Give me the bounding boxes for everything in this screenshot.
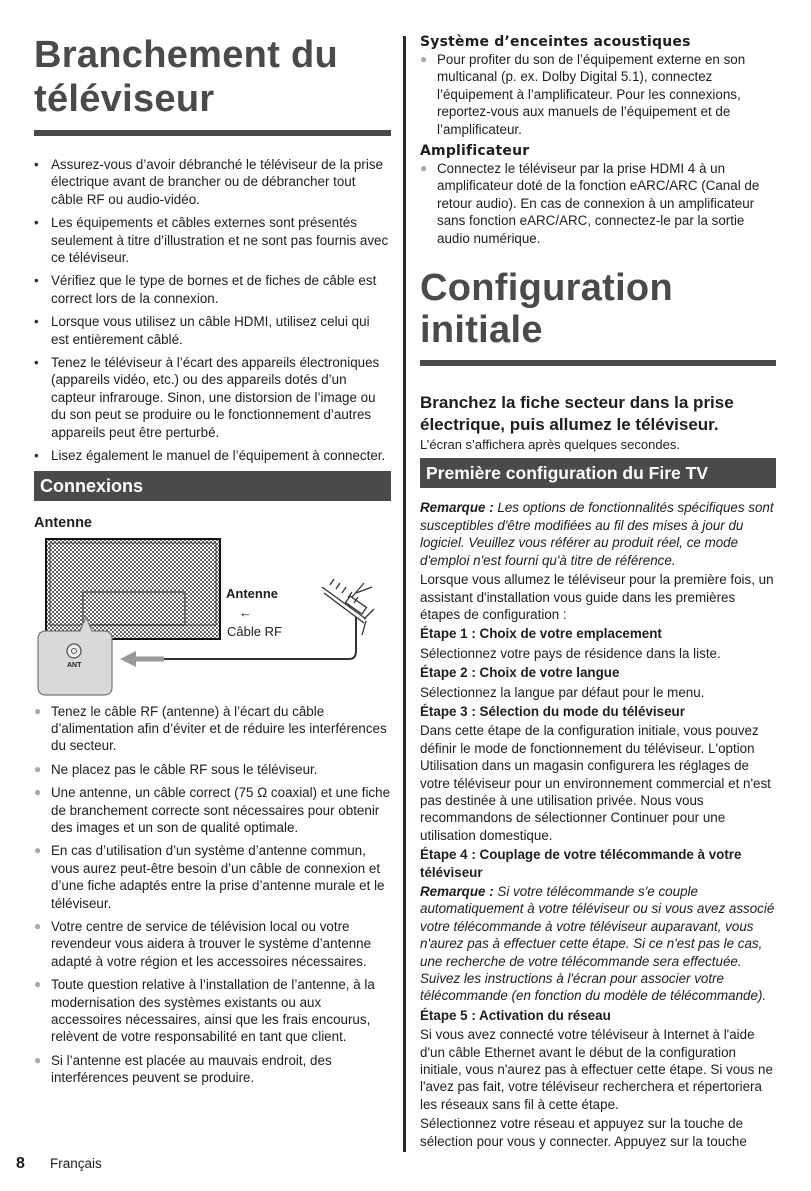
intro-bullet-list	[34, 156, 391, 465]
step-3-text: Dans cette étape de la configuration initiale, vous pouvez définir le mode de fonctionnement du téléviseur. L'option Utilisation dans un magasin configurera les réglages de votre téléviseur pour un environnement commercial et n'est pas destinée à une utilisation privée. Nous vous recommandons de sélectionner Continuer pour une utilisation domestique.	[420, 723, 771, 843]
list-item	[34, 784, 391, 836]
list-item-text: Vérifiez que le type de bornes et de fiches de câble est correct lors de la connexion.	[51, 273, 377, 306]
section-title-line2: initiale	[420, 309, 543, 352]
list-item	[34, 354, 391, 441]
list-item	[420, 160, 776, 247]
title-rule	[420, 360, 776, 366]
title-rule	[34, 130, 391, 136]
list-item	[34, 214, 391, 266]
diagram-antenna-label: Antenne	[226, 585, 278, 601]
amplifier-bullet-list	[420, 160, 776, 247]
list-item-text: Assurez-vous d’avoir débranché le téléviseur de la prise électrique avant de brancher ou de débrancher tout câble RF ou audio-vidéo.	[51, 157, 383, 207]
step-1-text: Sélectionnez votre pays de résidence dans la liste.	[420, 645, 721, 661]
list-item-text: Lorsque vous utilisez un câble HDMI, utilisez celui qui est entièrement câblé.	[51, 314, 370, 347]
ant-port-label: ANT	[67, 661, 82, 669]
list-item-text: Pour profiter du son de l’équipement externe en son multicanal (p. ex. Dolby Digital 5.1), connectez l’équipement à l’amplificateur. Pour les connexions, reportez-vous aux manuels de l’équipement et de l’amplificateur.	[437, 52, 746, 137]
note-label: Remarque :	[420, 500, 494, 516]
antenna-connection-diagram	[34, 537, 391, 697]
column-divider	[403, 36, 406, 1152]
step-4-note	[420, 883, 776, 1005]
list-item	[34, 272, 391, 307]
list-item	[34, 761, 391, 778]
note-label: Remarque :	[420, 884, 494, 899]
tv-back-panel	[46, 539, 220, 639]
list-item	[34, 842, 391, 912]
right-column	[420, 0, 776, 1150]
note-text: Si votre télécommande s'e couple automatiquement à votre téléviseur ou si vous avez associé votre télécommande à votre téléviseur auparavant, vous n'aurez pas à effectuer cette étape. Si ce n'est pas le cas, une recherche de votre télécommande sera effectuée. Suivez les instructions à l'écran pour associer votre télécommande (en fonction du modèle de télécommande).	[420, 884, 775, 1004]
list-item-text: Tenez le téléviseur à l’écart des appareils électroniques (appareils vidéo, etc.) ou des appareils dotés d’un capteur infrarouge. Sinon, une distorsion de l’image ou du son peut se produire ou le fonctionnement d’autres appareils peut être perturbé.	[51, 355, 380, 440]
list-item-text: Les équipements et câbles externes sont présentés seulement à titre d’illustration et ne sont pas fournis avec ce téléviseur.	[51, 215, 389, 266]
list-item-text: En cas d’utilisation d’un système d’antenne commun, vous aurez peut-être besoin d’un câble de connexion et d’une fiche adaptés entre la prise d’antenne murale et le téléviseur.	[51, 843, 385, 911]
page-title-line2: téléviseur	[34, 78, 215, 120]
power-on-subtext: L’écran s’affichera après quelques secondes.	[420, 437, 680, 453]
list-item	[34, 447, 391, 464]
list-item-text: Si l’antenne est placée au mauvais endroit, des interférences peuvent se produire.	[51, 1052, 332, 1086]
bullet-icon: •	[34, 273, 39, 289]
list-item	[34, 1052, 391, 1087]
step-5-text: Si vous avez connecté votre téléviseur à Internet à l'aide d'un câble Ethernet avant le début de la configuration initiale, vous n'aurez pas à effectuer cette étape. Si vous ne l'avez pas fait, votre téléviseur recherchera et répertoriera les réseaux sans fil à cette étape.	[420, 1027, 773, 1112]
antenna-icon	[322, 579, 374, 635]
step-1-title: Étape 1 : Choix de votre emplacement	[420, 626, 662, 642]
page-title	[34, 33, 391, 121]
antenna-heading: Antenne	[34, 514, 92, 531]
bullet-icon: ●	[34, 761, 42, 776]
setup-intro: Lorsque vous allumez le téléviseur pour la première fois, un assistant d'installation vous guide dans les premières étapes de configuration :	[420, 572, 774, 622]
section-bar-fire-tv-setup: Première configuration du Fire TV	[420, 458, 776, 488]
footer-language: Français	[50, 1156, 102, 1171]
note-software-updates	[420, 499, 776, 569]
bullet-icon: •	[34, 215, 39, 231]
bullet-icon: ●	[420, 52, 428, 66]
section-title-line1: Configuration	[420, 267, 673, 310]
antenna-bullet-list	[34, 703, 391, 1087]
arrow-left-icon: ←	[239, 604, 252, 620]
list-item	[34, 976, 391, 1046]
bullet-icon: ●	[34, 977, 42, 992]
left-column	[34, 0, 391, 1093]
gray-arrow-icon	[120, 651, 136, 667]
speaker-system-heading: Système d’enceintes acoustiques	[420, 34, 691, 50]
list-item	[34, 703, 391, 755]
bullet-icon: ●	[34, 843, 42, 858]
list-item	[34, 918, 391, 970]
bullet-icon: •	[34, 448, 39, 464]
step-3-title: Étape 3 : Sélection du mode du téléviseur	[420, 703, 685, 719]
bullet-icon: ●	[34, 703, 42, 718]
step-2-title: Étape 2 : Choix de votre langue	[420, 665, 620, 681]
bullet-icon: •	[34, 157, 39, 172]
diagram-svg	[34, 537, 391, 697]
list-item	[420, 51, 776, 138]
bullet-icon: ●	[34, 785, 42, 800]
list-item-text: Une antenne, un câble correct (75 Ω coaxial) et une fiche de branchement correcte sont nécessaires pour obtenir des images et un son de qualité optimale.	[51, 785, 391, 835]
list-item-text: Connectez le téléviseur par la prise HDMI 4 à un amplificateur doté de la fonction eARC/ARC (Canal de retour audio). En cas de connexion à un amplificateur sans fonction eARC/ARC, connectez-le par la sortie audio numérique.	[437, 161, 760, 246]
bullet-icon: •	[34, 355, 39, 371]
bullet-icon: ●	[420, 161, 428, 176]
step-5-text-continued: Sélectionnez votre réseau et appuyez sur la touche de sélection pour vous y connecter. Appuyez sur la touche	[420, 1116, 747, 1149]
note-text: Les options de fonctionnalités spécifiques sont susceptibles d'être modifiées au fil des mises à jour du logiciel. Veuillez vous référer au produit réel, ce mode d'emploi n'est fourni qu'à titre de référence.	[420, 500, 774, 568]
amplifier-heading: Amplificateur	[420, 143, 530, 160]
page-number: 8	[16, 1155, 25, 1172]
step-2-text: Sélectionnez la langue par défaut pour le menu.	[420, 684, 705, 700]
list-item-text: Toute question relative à l’installation de l’antenne, à la modernisation des systèmes existants ou aux accessoires nécessaires, ainsi que les frais encourus, relèvent de votre responsabilité en tant que client.	[51, 977, 375, 1045]
list-item-text: Ne placez pas le câble RF sous le téléviseur.	[51, 761, 318, 777]
diagram-cable-label: Câble RF	[227, 623, 282, 639]
power-on-instruction: Branchez la fiche secteur dans la prise électrique, puis allumez le téléviseur.	[420, 393, 734, 435]
section-title-configuration	[420, 267, 776, 351]
section-bar-connexions: Connexions	[34, 471, 391, 501]
list-item-text: Lisez également le manuel de l’équipement à connecter.	[51, 448, 386, 464]
speaker-bullet-list	[420, 51, 776, 138]
bullet-icon: ●	[34, 918, 42, 933]
ant-port-icon	[67, 644, 81, 658]
page-title-line1: Branchement du	[34, 34, 339, 76]
list-item	[34, 313, 391, 348]
bullet-icon: ●	[34, 1052, 42, 1067]
list-item	[34, 156, 391, 208]
list-item-text: Tenez le câble RF (antenne) à l’écart du câble d’alimentation afin d’éviter et de réduire les interférences du secteur.	[51, 703, 387, 754]
list-item-text: Votre centre de service de télévision local ou votre revendeur vous aidera à trouver le système d’antenne adapté à votre région et les accessoires nécessaires.	[51, 918, 372, 969]
bullet-icon: •	[34, 314, 39, 330]
step-5-title: Étape 5 : Activation du réseau	[420, 1007, 611, 1023]
step-4-title: Étape 4 : Couplage de votre télécommande à votre téléviseur	[420, 847, 742, 880]
